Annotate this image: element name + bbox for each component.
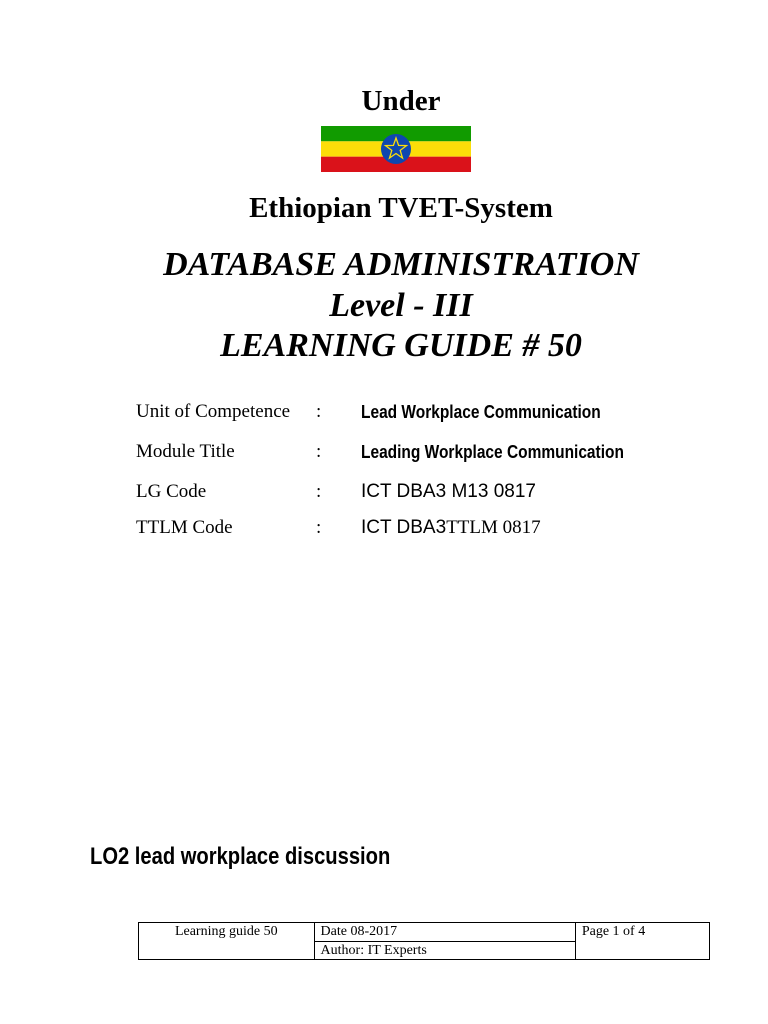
module-title-label: Module Title [136, 441, 235, 462]
unit-of-competence-label: Unit of Competence [136, 401, 291, 422]
lg-code-value: ICT DBA3 M13 0817 [361, 481, 536, 502]
footer-page-cell: Page 1 of 4 [575, 923, 709, 960]
header-under: Under [361, 85, 441, 117]
level-title: Level - III [329, 287, 473, 324]
lg-code-label: LG Code [136, 481, 207, 502]
module-title-row [136, 438, 696, 466]
ethiopian-flag-icon [321, 126, 471, 172]
separator: : [316, 481, 322, 502]
module-title-value: Leading Workplace Communication [361, 442, 624, 462]
footer-date-cell: Date 08-2017 [314, 923, 575, 942]
lg-code-row [136, 478, 696, 506]
ttlm-code-value [361, 514, 541, 542]
tvet-system-heading: Ethiopian TVET-System [249, 192, 553, 224]
learning-guide-title: LEARNING GUIDE # 50 [220, 327, 582, 364]
ttlm-code-suffix: TTLM 0817 [446, 517, 541, 538]
ttlm-code-label: TTLM Code [136, 517, 233, 538]
footer-guide-cell: Learning guide 50 [139, 923, 315, 960]
unit-of-competence-row [136, 398, 696, 426]
footer-author-cell: Author: IT Experts [314, 941, 575, 960]
separator: : [316, 441, 322, 462]
learning-outcome-heading: LO2 lead workplace discussion [90, 843, 391, 870]
separator: : [316, 401, 322, 422]
program-title: DATABASE ADMINISTRATION [163, 246, 639, 283]
ttlm-code-row [136, 514, 696, 542]
unit-of-competence-value: Lead Workplace Communication [361, 402, 601, 422]
ttlm-code-prefix: ICT DBA3 [361, 517, 447, 538]
footer-table [138, 922, 710, 960]
separator: : [316, 517, 322, 538]
